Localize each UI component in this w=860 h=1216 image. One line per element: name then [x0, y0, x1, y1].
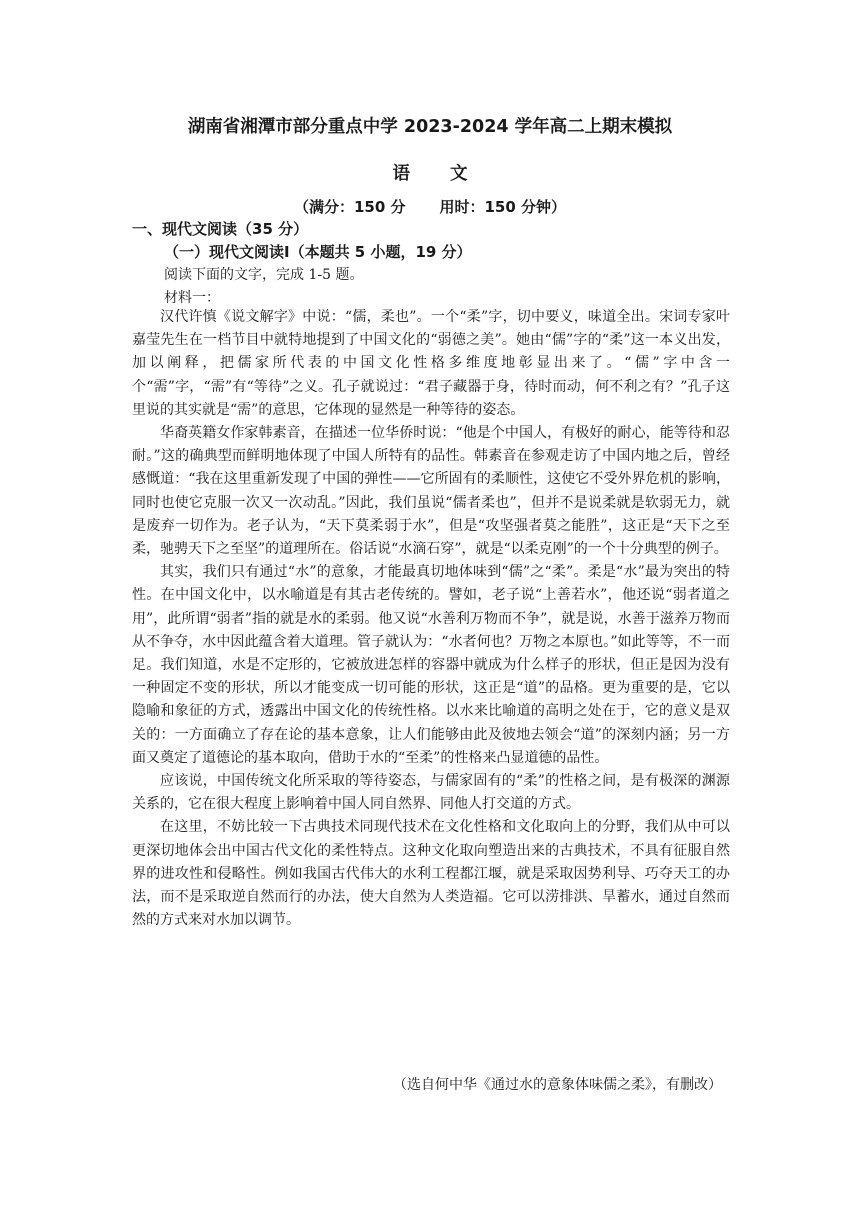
source-citation: （选自何中华《通过水的意象体味儒之柔》，有删改）	[393, 1077, 722, 1093]
subject-char-2: 文	[450, 164, 468, 184]
material-label: 材料一：	[164, 290, 220, 306]
paragraph: 汉代许慎《说文解字》中说：“儒，柔也”。一个“柔”字，切中要义，味道全出。宋词专家叶嘉莹先生在一档节目中就特地提到了中国文化的“弱德之美”。她由“儒”字的“柔”这一本义出发，加以阐释，把儒家所代表的中国文化性格多维度地彰显出来了。“儒”字中含一个“需”字，“需”有“等待”之义。孔子就说过：“君子藏器于身，待时而动，何不利之有？”孔子这里说的其实就是“需”的意思，它体现的显然是一种等待的姿态。	[132, 309, 730, 418]
paragraph: 华裔英籍女作家韩素音，在描述一位华侨时说：“他是个中国人，有极好的耐心，能等待和忍耐。”这的确典型而鲜明地体现了中国人所特有的品性。韩素音在参观走访了中国内地之后，曾经感慨道：“我在这里重新发现了中国的弹性——它所固有的柔顺性，这使它不受外界危机的影响，同时也使它克服一次又一次动乱。”因此，我们虽说“儒者柔也”，但并不是说柔就是软弱无力，就是废弃一切作为。老子认为，“天下莫柔弱于水”，但是“攻坚强者莫之能胜”，这正是“天下之至柔，驰骋天下之至坚”的道理所在。俗话说“水滴石穿”，就是“以柔克刚”的一个十分典型的例子。	[132, 425, 730, 558]
time-limit: 用时：150 分钟）	[439, 198, 567, 216]
exam-title: 湖南省湘潭市部分重点中学 2023-2024 学年高二上期末模拟	[187, 117, 673, 137]
exam-subject	[0, 160, 860, 185]
full-score: （满分：150 分	[293, 198, 406, 216]
paragraph: 应该说，中国传统文化所采取的等待姿态，与儒家固有的“柔”的性格之间，是有极深的渊源关系的，它在很大程度上影响着中国人同自然界、同他人打交道的方式。	[132, 773, 730, 813]
passage-body	[132, 306, 730, 932]
exam-meta	[0, 196, 860, 217]
subsection-heading: （一）现代文阅读Ⅰ（本题共 5 小题，19 分）	[164, 243, 472, 261]
section-heading: 一、现代文阅读（35 分）	[132, 220, 309, 238]
paragraph: 在这里，不妨比较一下古典技术同现代技术在文化性格和文化取向上的分野，我们从中可以更深切地体会出中国古代文化的柔性特点。这种文化取向塑造出来的古典技术，不具有征服自然界的进攻性和侵略性。例如我国古代伟大的水利工程都江堰，就是采取因势利导、巧夺天工的办法，而不是采取逆自然而行的办法，使大自然为人类造福。它可以涝排洪、旱蓄水，通过自然而然的方式来对水加以调节。	[132, 819, 730, 929]
reading-instruction: 阅读下面的文字，完成 1-5 题。	[164, 267, 364, 283]
subject-char-1: 语	[392, 164, 410, 184]
paragraph: 其实，我们只有通过“水”的意象，才能最真切地体味到“儒”之“柔”。柔是“水”最为突出的特性。在中国文化中，以水喻道是有其古老传统的。譬如，老子说“上善若水”，他还说“弱者道之用”，此所谓“弱者”指的就是水的柔弱。他又说“水善利万物而不争”，就是说，水善于滋养万物而从不争夺，水中因此蕴含着大道理。管子就认为：“水者何也？万物之本原也。”如此等等，不一而足。我们知道，水是不定形的，它被放进怎样的容器中就成为什么样子的形状，但正是因为没有一种固定不变的形状，所以才能变成一切可能的形状，这正是“道”的品格。更为重要的是，它以隐喻和象征的方式，透露出中国文化的传统性格。以水来比喻道的高明之处在于，它的意义是双关的：一方面确立了存在论的基本意象，让人们能够由此及彼地去领会“道”的深刻内涵；另一方面又奠定了道德论的基本取向，借助于水的“至柔”的性格来凸显道德的品性。	[132, 564, 730, 766]
